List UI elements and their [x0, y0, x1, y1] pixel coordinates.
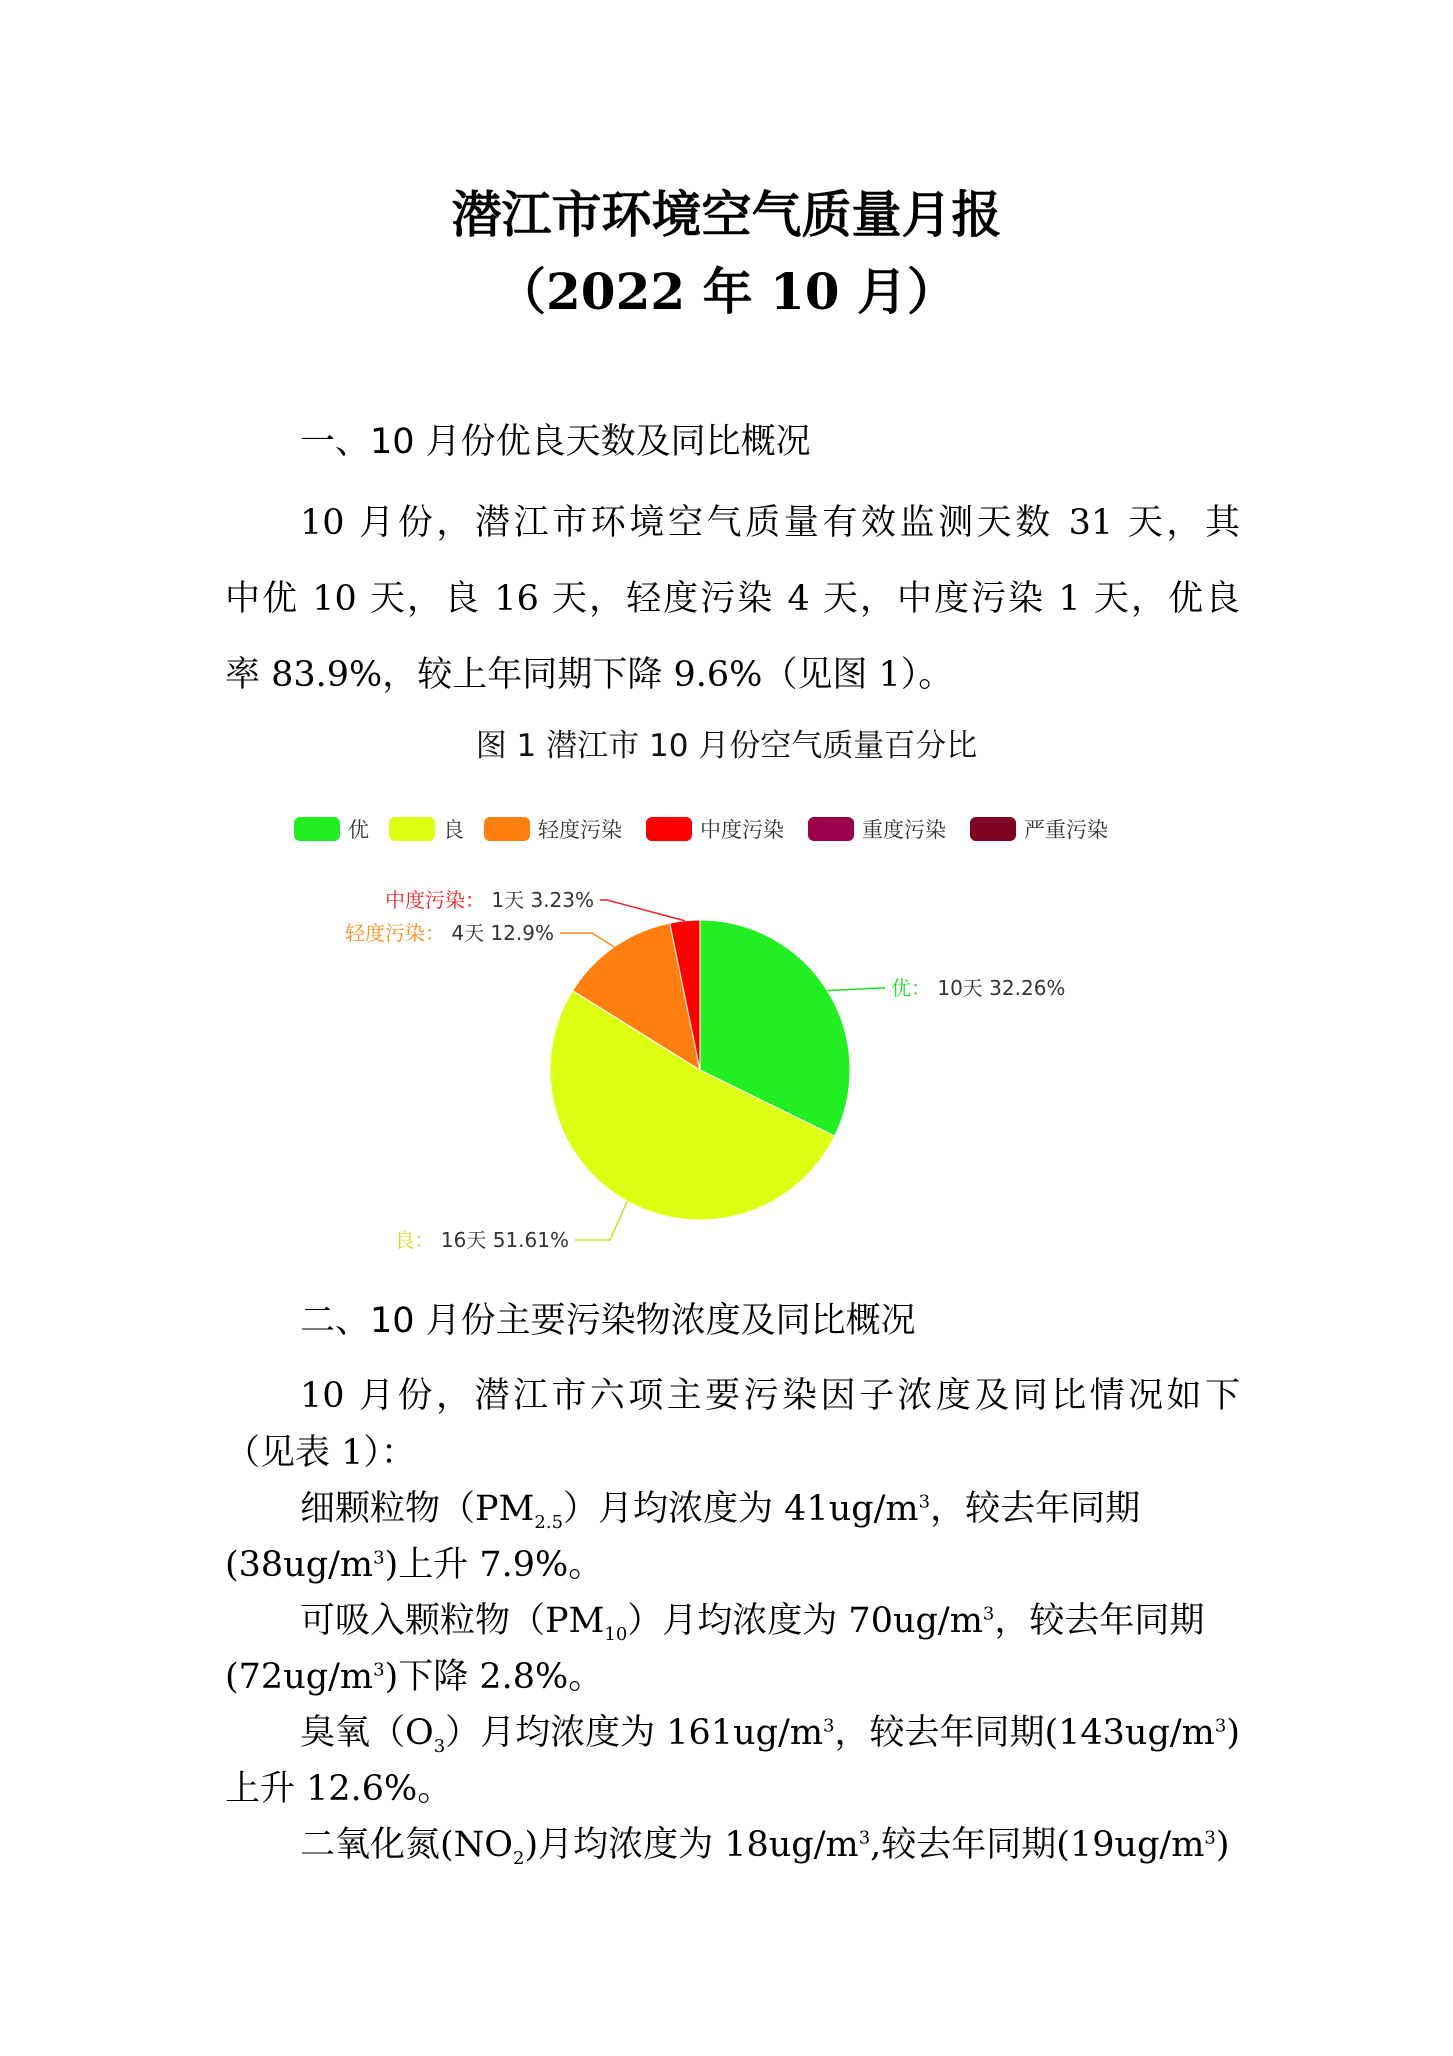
legend-label: 轻度污染	[538, 818, 622, 842]
section2-heading: 二、10 月份主要污染物浓度及同比概况	[300, 1301, 916, 1341]
section1-heading: 一、10 月份优良天数及同比概况	[300, 422, 811, 462]
legend-swatch	[970, 817, 1016, 841]
section1-para-line2: 中优 10 天，良 16 天，轻度污染 4 天，中度污染 1 天，优良	[225, 579, 1240, 619]
section2-intro-line1: 10 月份，潜江市六项主要污染因子浓度及同比情况如下	[300, 1376, 1240, 1416]
report-title: 潜江市环境空气质量月报	[451, 185, 1002, 244]
leader-line	[827, 988, 885, 991]
legend-label: 重度污染	[862, 818, 946, 842]
legend-label: 良	[443, 818, 464, 842]
pie-chart	[0, 860, 1453, 1260]
legend-swatch	[294, 817, 340, 841]
legend-swatch	[808, 817, 854, 841]
chart-legend	[0, 812, 1453, 846]
leader-line	[575, 1201, 627, 1240]
pie-label: 优： 10天 32.26%	[891, 976, 1066, 1000]
no2-line1: 二氧化氮$(NO_2)$月均浓度为 $18ug/m^3$,较去年同期$(19ug/m^3)$	[300, 1825, 1230, 1869]
legend-item-you[interactable]	[294, 812, 369, 846]
pm10-line2: $(72ug/m^3)$下降 2.8%。	[225, 1657, 604, 1697]
legend-label: 中度污染	[700, 818, 784, 842]
figure-title: 图 1 潜江市 10 月份空气质量百分比	[475, 728, 978, 764]
section1-para-line3: 率 83.9%，较上年同期下降 9.6%（见图 1）。	[225, 655, 954, 695]
pm10-line1: 可吸入颗粒物$(PM_{10})$月均浓度为 $70ug/m^3$，较去年同期	[300, 1601, 1205, 1645]
o3-line2: 上升 12.6%。	[225, 1769, 453, 1809]
legend-item-moderate-pollution[interactable]	[646, 812, 784, 846]
legend-swatch	[484, 817, 530, 841]
section2-intro-line2: （见表 1）：	[225, 1433, 416, 1473]
legend-label: 优	[348, 818, 369, 842]
pm25-line2: $(38ug/m^3)$上升 7.9%。	[225, 1545, 604, 1585]
section1-para-line1: 10 月份，潜江市环境空气质量有效监测天数 31 天，其	[300, 503, 1240, 543]
pie-label: 良： 16天 51.61%	[394, 1228, 569, 1252]
legend-item-heavy-pollution[interactable]	[808, 812, 946, 846]
leader-line	[560, 933, 614, 947]
legend-swatch	[646, 817, 692, 841]
legend-item-light-pollution[interactable]	[484, 812, 622, 846]
report-subtitle: （2022 年 10 月）	[496, 262, 957, 321]
legend-item-severe-pollution[interactable]	[970, 812, 1108, 846]
leader-line	[600, 900, 685, 921]
pm25-line1: 细颗粒物$(PM_{2.5})$月均浓度为 $41ug/m^3$，较去年同期	[300, 1489, 1141, 1533]
legend-item-liang[interactable]	[389, 812, 464, 846]
o3-line1: 臭氧$(O_3)$月均浓度为 $161ug/m^3$，较去年同期$(143ug/m^3)$	[300, 1713, 1240, 1757]
legend-label: 严重污染	[1024, 818, 1108, 842]
pie-label: 轻度污染： 4天 12.9%	[345, 921, 554, 945]
legend-swatch	[389, 817, 435, 841]
pie-label: 中度污染： 1天 3.23%	[385, 888, 594, 912]
